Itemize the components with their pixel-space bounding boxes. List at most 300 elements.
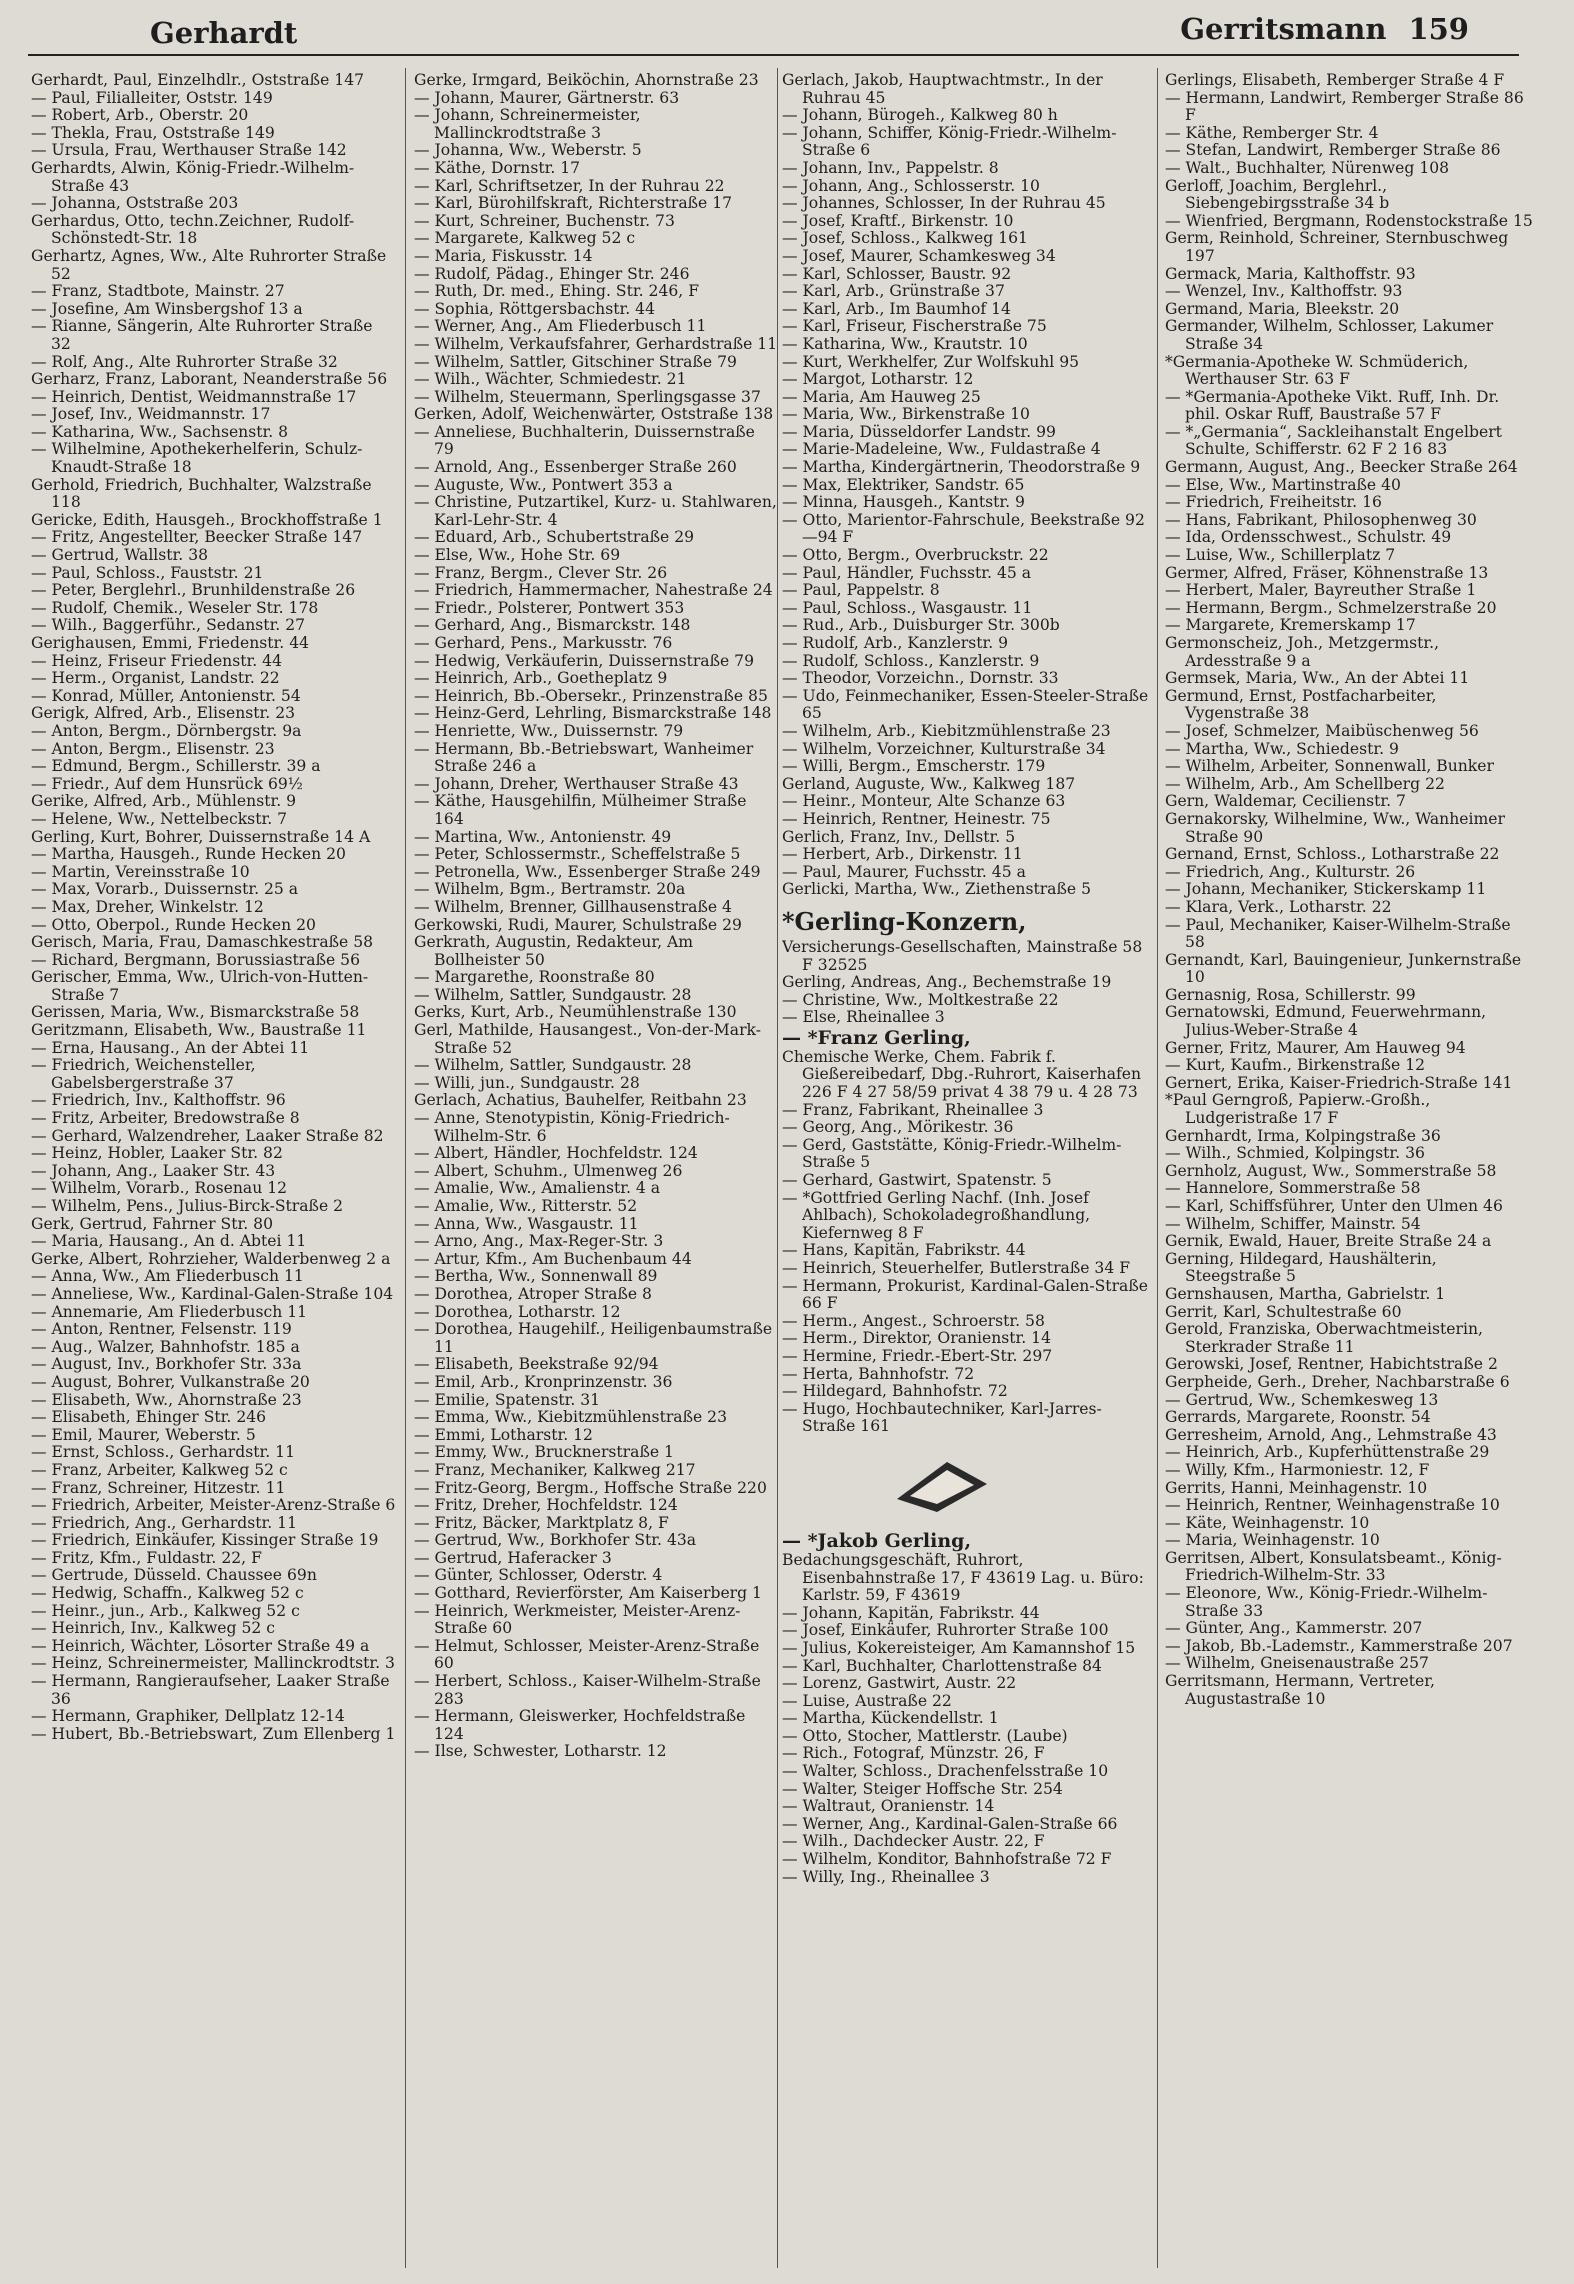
directory-entry: — Herm., Angest., Schroerstr. 58 [782, 1311, 1045, 1330]
directory-entry: — Christine, Ww., Moltkestraße 22 [782, 990, 1059, 1009]
directory-entry: — Maria, Ww., Birkenstraße 10 [782, 405, 1030, 424]
directory-entry: — Martha, Kindergärtnerin, Theodorstraße 9 [782, 458, 1141, 477]
directory-entry: — Ruth, Dr. med., Ehing. Str. 246, F [414, 282, 700, 301]
directory-entry: — Anna, Ww., Wasgaustr. 11 [414, 1214, 639, 1233]
directory-entry: — Heinrich, Bb.-Obersekr., Prinzenstraße 85 [414, 686, 768, 705]
directory-entry: — Emilie, Spatenstr. 31 [414, 1390, 601, 1409]
directory-entry: Germand, Maria, Bleekstr. 20 [1165, 299, 1400, 318]
directory-entry: — Walter, Schloss., Drachenfelsstraße 10 [782, 1762, 1109, 1781]
directory-entry: — Anton, Bergm., Dörnbergstr. 9a [31, 721, 302, 740]
directory-entry: — Hermann, Bb.-Betriebswart, Wanheimer Straße 246 a [414, 739, 754, 776]
directory-entry: — Kurt, Schreiner, Buchenstr. 73 [414, 211, 675, 230]
directory-entry: — Josef, Kraftf., Birkenstr. 10 [782, 211, 1014, 230]
directory-entry: — Paul, Mechaniker, Kaiser-Wilhelm-Straße 58 [1165, 915, 1511, 952]
running-header-right [1180, 12, 1469, 46]
directory-entry: — Martha, Kückendellstr. 1 [782, 1709, 999, 1728]
directory-entry: Gerike, Alfred, Arb., Mühlenstr. 9 [31, 792, 297, 811]
directory-entry: — Karl, Arb., Im Baumhof 14 [782, 299, 1011, 318]
directory-entry: — Wilh., Wächter, Schmiedestr. 21 [414, 370, 687, 389]
directory-entry: Chemische Werke, Chem. Fabrik f. Gießereibedarf, Dbg.-Ruhrort, Kaiserhafen 226 F 4 27 58/59 privat 4 38 79 u. 4 28 73 [782, 1047, 1142, 1102]
directory-entry: — Margot, Lotharstr. 12 [782, 370, 974, 389]
directory-entry: — Josef, Einkäufer, Ruhrorter Straße 100 [782, 1621, 1109, 1640]
directory-entry: — Stefan, Landwirt, Remberger Straße 86 [1165, 141, 1501, 160]
directory-entry: Gerritsen, Albert, Konsulatsbeamt., König-Friedrich-Wilhelm-Str. 33 [1165, 1548, 1502, 1585]
directory-entry: — Fritz, Dreher, Hochfeldstr. 124 [414, 1496, 678, 1515]
directory-entry: — Käthe, Hausgehilfin, Mülheimer Straße 164 [414, 792, 747, 828]
directory-entry: Gerpheide, Gerh., Dreher, Nachbarstraße 6 [1165, 1372, 1510, 1391]
directory-entry: — Dorothea, Atroper Straße 8 [414, 1284, 652, 1303]
directory-entry: Gerissen, Maria, Ww., Bismarckstraße 58 [31, 1003, 360, 1022]
directory-entry: — Friedrich, Inv., Kalthoffstr. 96 [31, 1091, 286, 1110]
directory-entry: — Willi, jun., Sundgaustr. 28 [414, 1073, 640, 1092]
directory-entry: — Karl, Schlosser, Baustr. 92 [782, 264, 1012, 283]
directory-entry: — Friedrich, Ang., Gerhardstr. 11 [31, 1513, 297, 1532]
directory-entry: — Heinz, Schreinermeister, Mallinckrodtstr. 3 [31, 1654, 395, 1673]
directory-entry: — Johann, Ang., Laaker Str. 43 [31, 1161, 276, 1180]
directory-entry: — Gerhard, Ang., Bismarckstr. 148 [414, 616, 691, 635]
directory-entry: — Johanna, Oststraße 203 [31, 194, 239, 213]
directory-entry: — Rianne, Sängerin, Alte Ruhrorter Straße 32 [31, 317, 373, 353]
directory-entry: — Friedrich, Ang., Kulturstr. 26 [1165, 862, 1416, 881]
directory-entry: — Karl, Arb., Grünstraße 37 [782, 282, 1005, 301]
directory-entry: — Kurt, Kaufm., Birkenstraße 12 [1165, 1056, 1426, 1075]
directory-entry: — Heinr., Monteur, Alte Schanze 63 [782, 792, 1066, 811]
directory-entry: Germann, August, Ang., Beecker Straße 264 [1165, 458, 1518, 477]
directory-entry: Gerl, Mathilde, Hausangest., Von-der-Mark-Straße 52 [414, 1021, 761, 1057]
directory-entry: — Arno, Ang., Max-Reger-Str. 3 [414, 1232, 664, 1251]
directory-entry: Gerhardts, Alwin, König-Friedr.-Wilhelm-Straße 43 [31, 158, 355, 195]
directory-entry: Gerold, Franziska, Oberwachtmeisterin, Sterkrader Straße 11 [1165, 1320, 1483, 1356]
directory-entry: — Werner, Ang., Am Fliederbusch 11 [414, 317, 707, 336]
directory-entry: — Wenzel, Inv., Kalthoffstr. 93 [1165, 282, 1403, 301]
directory-entry: — Heinrich, Rentner, Weinhagenstraße 10 [1165, 1496, 1500, 1515]
directory-entry: — Werner, Ang., Kardinal-Galen-Straße 66 [782, 1814, 1118, 1833]
directory-entry: — Johann, Schreinermeister, Mallinckrodtstraße 3 [414, 106, 641, 142]
directory-entry: — Wilhelm, Pens., Julius-Birck-Straße 2 [31, 1197, 344, 1215]
directory-entry: — Hugo, Hochbautechniker, Karl-Jarres-Straße 161 [782, 1399, 1102, 1436]
directory-entry: — Albert, Schuhm., Ulmenweg 26 [414, 1161, 683, 1180]
directory-entry: — Eleonore, Ww., König-Friedr.-Wilhelm-Straße 33 [1165, 1584, 1488, 1620]
directory-entry: — Gertrud, Wallstr. 38 [31, 546, 209, 565]
directory-entry: — Waltraut, Oranienstr. 14 [782, 1797, 995, 1816]
directory-entry: — Heinz, Friseur Friedenstr. 44 [31, 651, 282, 670]
directory-entry: — Wilhelm, Schiffer, Mainstr. 54 [1165, 1214, 1421, 1233]
directory-entry: — Erna, Hausang., An der Abtei 11 [31, 1038, 310, 1057]
directory-entry: — Ilse, Schwester, Lotharstr. 12 [414, 1742, 667, 1761]
directory-entry: Gerritsmann, Hermann, Vertreter, Augustastraße 10 [1165, 1672, 1435, 1708]
directory-entry: Gerke, Irmgard, Beiköchin, Ahornstraße 23 [414, 72, 759, 89]
directory-entry: Gerisch, Maria, Frau, Damaschkestraße 58 [31, 933, 374, 952]
directory-entry: — Johannes, Schlosser, In der Ruhrau 45 [782, 194, 1106, 213]
page-number: 159 [1408, 12, 1469, 46]
directory-entry: — Friedr., Auf dem Hunsrück 69½ [31, 774, 303, 793]
directory-entry: — Christine, Putzartikel, Kurz- u. Stahlwaren, Karl-Lehr-Str. 4 [414, 493, 777, 529]
directory-entry: — Walter, Steiger Hoffsche Str. 254 [782, 1779, 1063, 1798]
directory-entry: — Wilhelm, Vorzeichner, Kulturstraße 34 [782, 739, 1106, 758]
directory-entry: — Gotthard, Revierförster, Am Kaiserberg 1 [414, 1584, 762, 1603]
directory-entry: Gerloff, Joachim, Berglehrl., Siebengebirgsstraße 34 b [1165, 176, 1390, 213]
directory-entry: — Johann, Dreher, Werthauser Straße 43 [414, 774, 739, 793]
directory-entry: — Konrad, Müller, Antonienstr. 54 [31, 686, 301, 705]
directory-entry: — Franz, Fabrikant, Rheinallee 3 [782, 1100, 1044, 1119]
directory-entry: — Josefine, Am Winsbergshof 13 a [31, 299, 303, 318]
column-3 [782, 72, 1152, 2272]
directory-entry: Gerrit, Karl, Schultestraße 60 [1165, 1302, 1402, 1321]
directory-entry: — *Gottfried Gerling Nachf. (Inh. Josef Ahlbach), Schokoladegroßhandlung, Kiefernweg 8 F [782, 1188, 1091, 1242]
directory-entry: — Günter, Ang., Kammerstr. 207 [1165, 1619, 1423, 1638]
directory-entry: — Johann, Ang., Schlosserstr. 10 [782, 176, 1040, 195]
directory-entry: — Maria, Fiskusstr. 14 [414, 246, 593, 265]
directory-entry: — Anne, Stenotypistin, König-Friedrich-Wilhelm-Str. 6 [414, 1109, 730, 1145]
directory-entry: — Rich., Fotograf, Münzstr. 26, F [782, 1744, 1045, 1763]
directory-entry: — Karl, Buchhalter, Charlottenstraße 84 [782, 1656, 1102, 1675]
directory-entry: — Rudolf, Chemik., Weseler Str. 178 [31, 598, 319, 617]
directory-entry: — Franz, Bergm., Clever Str. 26 [414, 563, 668, 582]
directory-entry: — Wilhelm, Arbeiter, Sonnenwall, Bunker [1165, 757, 1494, 776]
directory-entry: Gernandt, Karl, Bauingenieur, Junkernstraße 10 [1165, 950, 1522, 987]
directory-entry: — August, Bohrer, Vulkanstraße 20 [31, 1372, 310, 1391]
directory-entry: Gerke, Albert, Rohrzieher, Walderbenweg 2 a [31, 1249, 391, 1268]
directory-entry: Gernasnig, Rosa, Schillerstr. 99 [1165, 985, 1416, 1004]
directory-entry: — Wilhelm, Brenner, Gillhausenstraße 4 [414, 897, 732, 916]
directory-entry: — Käthe, Remberger Str. 4 [1165, 123, 1379, 142]
directory-entry: Gerhold, Friedrich, Buchhalter, Walzstraße 118 [31, 475, 372, 512]
directory-entry: — Hermann, Prokurist, Kardinal-Galen-Straße 66 F [782, 1276, 1148, 1313]
directory-entry: Versicherungs-Gesellschaften, Mainstraße 58 F 32525 [782, 937, 1143, 974]
directory-entry: — Ursula, Frau, Werthauser Straße 142 [31, 141, 347, 160]
directory-entry: — Hermine, Friedr.-Ebert-Str. 297 [782, 1346, 1053, 1365]
directory-entry: — Paul, Händler, Fuchsstr. 45 a [782, 563, 1032, 582]
directory-entry: — *„Germania“, Sackleihanstalt Engelbert Schulte, Schifferstr. 62 F 2 16 83 [1165, 422, 1502, 459]
directory-entry: — Heinrich, Dentist, Weidmannstraße 17 [31, 387, 357, 406]
directory-entry: — Gerhard, Gastwirt, Spatenstr. 5 [782, 1171, 1052, 1190]
directory-entry: — Heinz, Hobler, Laaker Str. 82 [31, 1144, 283, 1163]
directory-entry: Gerlich, Franz, Inv., Dellstr. 5 [782, 827, 1016, 846]
directory-entry: — Margarete, Kremerskamp 17 [1165, 616, 1416, 635]
directory-entry: — Fritz, Bäcker, Marktplatz 8, F [414, 1513, 669, 1532]
directory-entry: Germund, Ernst, Postfacharbeiter, Vygenstraße 38 [1165, 686, 1437, 723]
directory-entry: — Maria, Am Hauweg 25 [782, 387, 981, 406]
directory-entry: — *Jakob Gerling, [782, 1529, 972, 1552]
directory-entry: — Marie-Madeleine, Ww., Fuldastraße 4 [782, 440, 1101, 459]
directory-entry: — Arnold, Ang., Essenberger Straße 260 [414, 458, 737, 477]
directory-entry: — Klara, Verk., Lotharstr. 22 [1165, 897, 1392, 916]
directory-entry: — *Franz Gerling, [782, 1026, 971, 1049]
directory-entry: — Franz, Arbeiter, Kalkweg 52 c [31, 1460, 288, 1479]
directory-entry: — Otto, Stocher, Mattlerstr. (Laube) [782, 1726, 1068, 1745]
directory-entry: — Johann, Maurer, Gärtnerstr. 63 [414, 88, 680, 107]
directory-entry: — Hannelore, Sommerstraße 58 [1165, 1179, 1421, 1198]
directory-entry: — Gerhard, Pens., Markusstr. 76 [414, 634, 673, 652]
directory-entry: — Karl, Friseur, Fischerstraße 75 [782, 317, 1047, 336]
directory-entry: Gerharz, Franz, Laborant, Neanderstraße 56 [31, 370, 388, 389]
directory-entry: — Otto, Bergm., Overbruckstr. 22 [782, 546, 1049, 565]
directory-entry: Gernakorsky, Wilhelmine, Ww., Wanheimer Straße 90 [1165, 809, 1505, 846]
directory-entry: — Emma, Ww., Kiebitzmühlenstraße 23 [414, 1408, 728, 1427]
directory-entry: — Peter, Berglehrl., Brunhildenstraße 26 [31, 581, 356, 600]
directory-entry: — Otto, Oberpol., Runde Hecken 20 [31, 915, 316, 934]
directory-entry: — Herm., Direktor, Oranienstr. 14 [782, 1329, 1052, 1348]
directory-entry: — Hermann, Graphiker, Dellplatz 12-14 [31, 1707, 345, 1726]
directory-entry: — Herbert, Schloss., Kaiser-Wilhelm-Straße 283 [414, 1672, 761, 1708]
directory-entry: — Josef, Inv., Weidmannstr. 17 [31, 405, 271, 424]
directory-entry: — Herbert, Maler, Bayreuther Straße 1 [1165, 581, 1477, 600]
directory-entry: — Hans, Kapitän, Fabrikstr. 44 [782, 1241, 1026, 1260]
directory-entry: — Emmi, Lotharstr. 12 [414, 1425, 593, 1444]
directory-entry: — Bertha, Ww., Sonnenwall 89 [414, 1267, 658, 1286]
directory-entry: — Heinrich, Inv., Kalkweg 52 c [31, 1619, 276, 1638]
directory-entry: — Artur, Kfm., Am Buchenbaum 44 [414, 1249, 692, 1268]
directory-entry: — Wilhelm, Bgm., Bertramstr. 20a [414, 880, 686, 899]
directory-entry: — Maria, Düsseldorfer Landstr. 99 [782, 422, 1056, 441]
directory-entry: — Amalie, Ww., Amalienstr. 4 a [414, 1179, 661, 1198]
directory-entry: Gernik, Ewald, Hauer, Breite Straße 24 a [1165, 1232, 1492, 1251]
running-header-right-name: Gerritsmann [1180, 12, 1387, 46]
directory-entry: Bedachungsgeschäft, Ruhrort, Eisenbahnstraße 17, F 43619 Lag. u. Büro: Karlstr. 59, F 43619 [782, 1550, 1144, 1605]
directory-entry: Gerner, Fritz, Maurer, Am Hauweg 94 [1165, 1038, 1466, 1057]
directory-entry: Gerlach, Achatius, Bauhelfer, Reitbahn 23 [414, 1091, 747, 1110]
header-rule [28, 54, 1519, 56]
column-2 [414, 72, 779, 2272]
directory-entry: — Rudolf, Schloss., Kanzlerstr. 9 [782, 651, 1040, 670]
directory-entry: — Günter, Schlosser, Oderstr. 4 [414, 1566, 663, 1585]
directory-entry: — Paul, Schloss., Wasgaustr. 11 [782, 598, 1033, 617]
directory-entry: — Wilh., Schmied, Kolpingstr. 36 [1165, 1144, 1425, 1163]
directory-entry: — Friedrich, Arbeiter, Meister-Arenz-Straße 6 [31, 1496, 396, 1515]
directory-entry: — Rudolf, Arb., Kanzlerstr. 9 [782, 634, 1009, 652]
directory-entry: Gerling, Andreas, Ang., Bechemstraße 19 [782, 973, 1112, 992]
directory-entry: — Lorenz, Gastwirt, Austr. 22 [782, 1674, 1017, 1693]
directory-entry: — Josef, Schmelzer, Maibüschenweg 56 [1165, 721, 1479, 740]
directory-entry: — Elisabeth, Ehinger Str. 246 [31, 1408, 267, 1427]
directory-entry: Gernert, Erika, Kaiser-Friedrich-Straße 141 [1165, 1073, 1513, 1092]
directory-entry: — Hildegard, Bahnhofstr. 72 [782, 1382, 1008, 1401]
directory-entry: Gernholz, August, Ww., Sommerstraße 58 [1165, 1161, 1497, 1180]
directory-entry: Gerks, Kurt, Arb., Neumühlenstraße 130 [414, 1003, 737, 1022]
directory-entry: — Gerhard, Walzendreher, Laaker Straße 82 [31, 1126, 384, 1145]
directory-entry: — Emmy, Ww., Brucknerstraße 1 [414, 1443, 674, 1462]
directory-entry: Gerresheim, Arnold, Ang., Lehmstraße 43 [1165, 1425, 1497, 1444]
directory-entry: — Friedrich, Freiheitstr. 16 [1165, 493, 1382, 512]
directory-entry: — Wilhelm, Arb., Am Schellberg 22 [1165, 774, 1445, 793]
running-header-left: Gerhardt [150, 16, 298, 50]
directory-entry: — Rudolf, Pädag., Ehinger Str. 246 [414, 264, 690, 283]
directory-entry: Gerken, Adolf, Weichenwärter, Oststraße 138 [414, 405, 774, 424]
directory-entry: — Rolf, Ang., Alte Ruhrorter Straße 32 [31, 352, 338, 371]
directory-entry: — Josef, Maurer, Schamkesweg 34 [782, 246, 1056, 265]
directory-entry: — Hermann, Bergm., Schmelzerstraße 20 [1165, 598, 1497, 617]
directory-entry: — Martha, Hausgeh., Runde Hecken 20 [31, 845, 346, 864]
directory-entry: Gernatowski, Edmund, Feuerwehrmann, Julius-Weber-Straße 4 [1165, 1003, 1487, 1040]
directory-entry: — Luise, Ww., Schillerplatz 7 [1165, 546, 1396, 565]
directory-entry: — Johann, Kapitän, Fabrikstr. 44 [782, 1603, 1040, 1622]
directory-entry: — Friedrich, Einkäufer, Kissinger Straße 19 [31, 1531, 379, 1550]
directory-entry: — Josef, Schloss., Kalkweg 161 [782, 229, 1028, 248]
directory-entry: — Franz, Schreiner, Hitzestr. 11 [31, 1478, 286, 1497]
directory-entry: — Heinrich, Werkmeister, Meister-Arenz-Straße 60 [414, 1601, 741, 1638]
directory-entry: — Wilhelm, Konditor, Bahnhofstraße 72 F [782, 1850, 1112, 1869]
directory-entry: — Anneliese, Ww., Kardinal-Galen-Straße 104 [31, 1284, 394, 1303]
directory-entry: — August, Inv., Borkhofer Str. 33a [31, 1355, 302, 1374]
directory-entry: Germander, Wilhelm, Schlosser, Lakumer Straße 34 [1165, 317, 1494, 353]
directory-entry: — Katharina, Ww., Sachsenstr. 8 [31, 422, 289, 441]
directory-entry: — Paul, Schloss., Fauststr. 21 [31, 563, 264, 582]
directory-entry: — Max, Vorarb., Duissernstr. 25 a [31, 880, 299, 899]
directory-entry: Geritzmann, Elisabeth, Ww., Baustraße 11 [31, 1021, 367, 1040]
directory-entry: — Udo, Feinmechaniker, Essen-Steeler-Straße 65 [782, 686, 1149, 723]
directory-entry: — Maria, Weinhagenstr. 10 [1165, 1531, 1380, 1550]
directory-entry: — Elisabeth, Ww., Ahornstraße 23 [31, 1390, 302, 1409]
directory-entry: — Eduard, Arb., Schubertstraße 29 [414, 528, 695, 547]
directory-entry: — Gertrud, Ww., Borkhofer Str. 43a [414, 1531, 697, 1550]
directory-entry: — Franz, Mechaniker, Kalkweg 217 [414, 1460, 696, 1479]
directory-entry: — Franz, Stadtbote, Mainstr. 27 [31, 282, 285, 301]
directory-entry: — Minna, Hausgeh., Kantstr. 9 [782, 493, 1025, 512]
directory-entry: — Auguste, Ww., Pontwert 353 a [414, 475, 673, 494]
directory-entry: Germer, Alfred, Fräser, Köhnenstraße 13 [1165, 563, 1489, 582]
directory-entry: Gerrards, Margarete, Roonstr. 54 [1165, 1408, 1431, 1427]
directory-entry: — Margarete, Kalkweg 52 c [414, 229, 636, 248]
column-divider [1157, 68, 1158, 2268]
directory-entry: Gerlings, Elisabeth, Remberger Straße 4 F [1165, 72, 1505, 89]
directory-entry: — Max, Dreher, Winkelstr. 12 [31, 897, 264, 916]
directory-entry: — Herta, Bahnhofstr. 72 [782, 1364, 975, 1383]
directory-entry: — Rud., Arb., Duisburger Str. 300b [782, 616, 1060, 635]
directory-entry: — Friedrich, Hammermacher, Nahestraße 24 [414, 581, 773, 600]
directory-entry: — Hans, Fabrikant, Philosophenweg 30 [1165, 510, 1477, 529]
directory-entry: — Kurt, Werkhelfer, Zur Wolfskuhl 95 [782, 352, 1080, 371]
directory-entry: Gerhartz, Agnes, Ww., Alte Ruhrorter Straße 52 [31, 246, 387, 283]
directory-entry: — Wilhelm, Sattler, Sundgaustr. 28 [414, 1056, 692, 1075]
directory-entry: — Wienfried, Bergmann, Rodenstockstraße 15 [1165, 211, 1533, 230]
directory-entry: — Martin, Vereinsstraße 10 [31, 862, 250, 881]
directory-entry: — Anton, Bergm., Elisenstr. 23 [31, 739, 275, 758]
directory-entry: — Herbert, Arb., Dirkenstr. 11 [782, 845, 1023, 864]
directory-entry: — Käte, Weinhagenstr. 10 [1165, 1513, 1370, 1532]
directory-entry: — Heinrich, Arb., Kupferhüttenstraße 29 [1165, 1443, 1490, 1462]
directory-entry: Gerkrath, Augustin, Redakteur, Am Bollheister 50 [414, 933, 694, 969]
directory-entry: — Wilhelm, Verkaufsfahrer, Gerhardstraße 11 [414, 334, 778, 353]
directory-entry: — Ida, Ordensschwest., Schulstr. 49 [1165, 528, 1452, 547]
directory-entry: — Else, Rheinallee 3 [782, 1008, 945, 1027]
directory-entry: Gernand, Ernst, Schloss., Lotharstraße 22 [1165, 845, 1500, 864]
directory-entry: — Annemarie, Am Fliederbusch 11 [31, 1302, 308, 1321]
directory-entry: — Helmut, Schlosser, Meister-Arenz-Straße 60 [414, 1636, 760, 1673]
directory-entry: — Else, Ww., Martinstraße 40 [1165, 475, 1401, 494]
directory-entry: — Ernst, Schloss., Gerhardstr. 11 [31, 1443, 296, 1462]
roof-logo-icon [892, 1454, 992, 1514]
directory-entry: — Heinz-Gerd, Lehrling, Bismarckstraße 148 [414, 704, 772, 723]
directory-entry: Germonscheiz, Joh., Metzgermstr., Ardesstraße 9 a [1165, 634, 1440, 670]
directory-entry: — Henriette, Ww., Duissernstr. 79 [414, 721, 684, 740]
directory-entry: — Katharina, Ww., Krautstr. 10 [782, 334, 1028, 353]
directory-entry: — Hermann, Landwirt, Remberger Straße 86 F [1165, 88, 1524, 125]
directory-entry: — Karl, Schiffsführer, Unter den Ulmen 46 [1165, 1197, 1503, 1215]
directory-entry: — Wilhelm, Gneisenaustraße 257 [1165, 1654, 1429, 1673]
directory-entry: — Martha, Ww., Schiedestr. 9 [1165, 739, 1399, 758]
directory-entry: Gericke, Edith, Hausgeh., Brockhoffstraße 1 [31, 510, 383, 529]
directory-entry: — Wilh., Dachdecker Austr. 22, F [782, 1832, 1045, 1851]
directory-entry: — Robert, Arb., Oberstr. 20 [31, 106, 249, 125]
directory-entry: — Willy, Kfm., Harmoniestr. 12, F [1165, 1460, 1430, 1479]
directory-entry: — Aug., Walzer, Bahnhofstr. 185 a [31, 1337, 300, 1356]
directory-entry: — Martina, Ww., Antonienstr. 49 [414, 827, 672, 846]
directory-entry: — Hubert, Bb.-Betriebswart, Zum Ellenberg 1 [31, 1724, 396, 1743]
directory-entry: — Hedwig, Verkäuferin, Duissernstraße 79 [414, 651, 755, 670]
directory-entry: — Karl, Schriftsetzer, In der Ruhrau 22 [414, 176, 725, 195]
directory-entry: — Richard, Bergmann, Borussiastraße 56 [31, 950, 361, 969]
directory-entry: — Gerd, Gaststätte, König-Friedr.-Wilhelm-Straße 5 [782, 1135, 1122, 1172]
directory-entry: — Dorothea, Haugehilf., Heiligenbaumstraße 11 [414, 1320, 773, 1356]
directory-entry: Gerhardus, Otto, techn.Zeichner, Rudolf-Schönstedt-Str. 18 [31, 211, 355, 248]
column-4 [1165, 72, 1535, 2272]
directory-entry: — Emil, Maurer, Weberstr. 5 [31, 1425, 256, 1444]
directory-entry: — Otto, Marientor-Fahrschule, Beekstraße 92—94 F [782, 510, 1145, 547]
directory-entry: Gerigk, Alfred, Arb., Elisenstr. 23 [31, 704, 296, 723]
directory-entry: — Jakob, Bb.-Lademstr., Kammerstraße 207 [1165, 1636, 1513, 1655]
directory-entry: Gern, Waldemar, Cecilienstr. 7 [1165, 792, 1406, 811]
directory-entry: — Albert, Händler, Hochfeldstr. 124 [414, 1144, 698, 1163]
directory-entry: — Johanna, Ww., Weberstr. 5 [414, 141, 642, 160]
directory-entry: — Hermann, Gleiswerker, Hochfeldstraße 124 [414, 1707, 746, 1743]
directory-entry: — Fritz, Angestellter, Beecker Straße 147 [31, 528, 363, 547]
directory-entry: *Paul Gerngroß, Papierw.-Großh., Ludgeristraße 17 F [1165, 1091, 1431, 1128]
directory-entry: — Wilhelm, Sattler, Sundgaustr. 28 [414, 985, 692, 1004]
directory-entry: — Helene, Ww., Nettelbeckstr. 7 [31, 809, 288, 828]
directory-entry: — Willy, Ing., Rheinallee 3 [782, 1867, 990, 1886]
directory-entry: — Friedrich, Weichensteller, Gabelsbergerstraße 37 [31, 1056, 256, 1092]
directory-entry: — Karl, Bürohilfskraft, Richterstraße 17 [414, 194, 733, 213]
directory-entry: — Paul, Pappelstr. 8 [782, 581, 940, 600]
directory-entry: Gerrits, Hanni, Meinhagenstr. 10 [1165, 1478, 1428, 1497]
directory-entry: — Georg, Ang., Mörikestr. 36 [782, 1118, 1014, 1137]
directory-entry: — Walt., Buchhalter, Nürenweg 108 [1165, 158, 1450, 177]
directory-entry: — Else, Ww., Hohe Str. 69 [414, 546, 621, 565]
directory-entry: — Paul, Filialleiter, Oststr. 149 [31, 88, 273, 107]
directory-entry: Gerlach, Jakob, Hauptwachtmstr., In der Ruhrau 45 [782, 72, 1103, 107]
directory-entry: — Hedwig, Schaffn., Kalkweg 52 c [31, 1584, 304, 1603]
directory-entry: — Johann, Bürogeh., Kalkweg 80 h [782, 106, 1058, 125]
directory-entry: — Hermann, Rangieraufseher, Laaker Straße 36 [31, 1672, 390, 1708]
directory-entry: Gerischer, Emma, Ww., Ulrich-von-Hutten-Straße 7 [31, 968, 369, 1004]
column-1 [31, 72, 396, 2272]
directory-entry: — Gertrud, Haferacker 3 [414, 1548, 612, 1567]
directory-entry: Gerowski, Josef, Rentner, Habichtstraße 2 [1165, 1355, 1498, 1374]
directory-entry: — Petronella, Ww., Essenberger Straße 249 [414, 862, 761, 881]
directory-entry: Gerighausen, Emmi, Friedenstr. 44 [31, 634, 310, 652]
directory-entry: — Heinr., jun., Arb., Kalkweg 52 c [31, 1601, 300, 1620]
directory-entry: — Thekla, Frau, Oststraße 149 [31, 123, 275, 142]
directory-entry: Gerhardt, Paul, Einzelhdlr., Oststraße 147 [31, 72, 365, 89]
directory-entry: — Wilhelmine, Apothekerhelferin, Schulz-Knaudt-Straße 18 [31, 440, 363, 477]
directory-entry: — Käthe, Dornstr. 17 [414, 158, 581, 177]
directory-entry: Gerlicki, Martha, Ww., Ziethenstraße 5 [782, 880, 1092, 899]
directory-entry: — Wilhelm, Sattler, Gitschiner Straße 79 [414, 352, 737, 371]
directory-entry: — Heinrich, Rentner, Heinestr. 75 [782, 809, 1051, 828]
directory-entry: — Gertrud, Ww., Schemkesweg 13 [1165, 1390, 1439, 1409]
directory-entry: — Elisabeth, Beekstraße 92/94 [414, 1355, 659, 1374]
directory-entry: — Anneliese, Buchhalterin, Duissernstraße 79 [414, 422, 755, 459]
directory-entry: — Wilhelm, Arb., Kiebitzmühlenstraße 23 [782, 721, 1111, 740]
directory-entry: — Peter, Schlossermstr., Scheffelstraße 5 [414, 845, 741, 864]
directory-entry: Gernshausen, Martha, Gabrielstr. 1 [1165, 1284, 1446, 1303]
directory-entry: — Anna, Ww., Am Fliederbusch 11 [31, 1267, 304, 1286]
directory-entry: — Heinrich, Steuerhelfer, Butlerstraße 34 F [782, 1259, 1131, 1277]
directory-entry: — Heinrich, Arb., Goetheplatz 9 [414, 669, 668, 688]
directory-entry: — Theodor, Vorzeichn., Dornstr. 33 [782, 669, 1059, 688]
directory-entry: Germ, Reinhold, Schreiner, Sternbuschweg 197 [1165, 229, 1509, 265]
directory-entry: — Gertrude, Düsseld. Chaussee 69n [31, 1566, 317, 1585]
